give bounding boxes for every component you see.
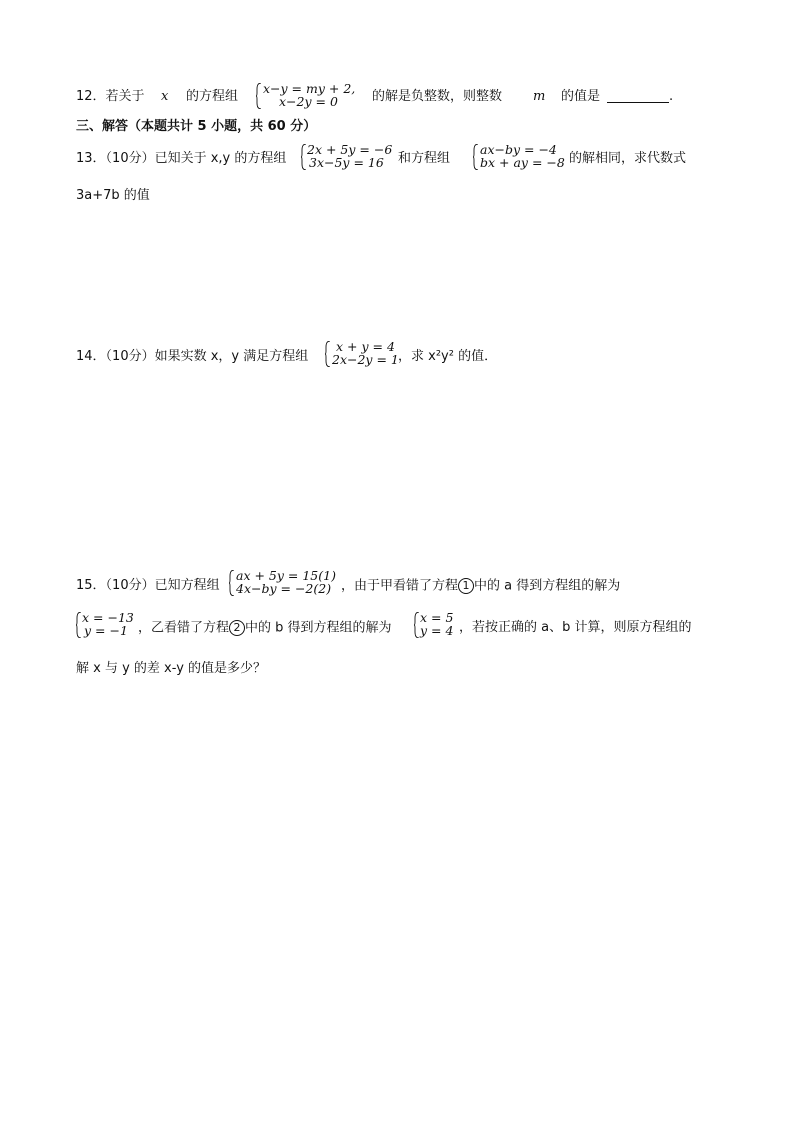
q12-eq1: x−y = my + 2,: [263, 81, 356, 96]
q15-eq2: 4x−by = −2(2): [236, 581, 332, 596]
brace-icon: [473, 144, 478, 170]
q13-eq4: bx + ay = −8: [480, 155, 565, 170]
q15-text-d: 中的 b 得到方程组的解为: [245, 620, 392, 636]
circled-two-icon: 2: [229, 620, 245, 636]
brace-icon: [325, 341, 330, 367]
q12-var-m: m: [533, 89, 546, 104]
q13-eq2: 3x−5y = 16: [309, 155, 384, 170]
q15-equation-system: [236, 569, 346, 597]
q15-eq1: ax + 5y = 15(1): [236, 568, 336, 583]
brace-icon: [301, 144, 306, 170]
q15-solution-2: [420, 611, 464, 639]
q14-eq2: 2x−2y = 1: [332, 352, 399, 367]
brace-icon: [256, 83, 261, 109]
q12-number: 12．若关于: [76, 89, 145, 104]
q13-eq1: 2x + 5y = −6: [307, 142, 393, 157]
q13-number: 13．（10分）已知关于 x,y 的方程组: [76, 151, 287, 166]
q15-sol2-y: y = 4: [420, 623, 454, 638]
q14-text: ，求 x²y² 的值．: [398, 349, 498, 364]
brace-icon: [76, 612, 81, 638]
q15-text-2: [138, 620, 392, 637]
q13-equation-system-1: [307, 143, 397, 171]
q13-text: 和方程组: [398, 151, 451, 166]
q15-sol2-x: x = 5: [420, 610, 454, 625]
q13-equation-system-2: [480, 143, 570, 171]
q15-line-3: 解 x 与 y 的差 x-y 的值是多少？: [76, 661, 267, 676]
q14-number: 14．（10分）如果实数 x，y 满足方程组: [76, 349, 309, 364]
q15-sol1-y: y = −1: [84, 623, 128, 638]
q14-eq1: x + y = 4: [336, 339, 395, 354]
brace-icon: [414, 612, 419, 638]
q12-equation-system: [263, 82, 363, 110]
q15-number: 15．（10分）已知方程组: [76, 578, 220, 593]
q15-text-b: 中的 a 得到方程组的解为: [474, 578, 621, 594]
q12-text-3: 的值是: [561, 89, 601, 104]
q12-eq2: x−2y = 0: [279, 94, 338, 109]
answer-blank: [607, 88, 669, 103]
q12-text-2: 的解是负整数，则整数: [372, 89, 503, 104]
q12-var-x: x: [161, 89, 169, 104]
brace-icon: [229, 570, 234, 596]
q15-solution-1: [82, 611, 142, 639]
q14-equation-system: [332, 340, 402, 368]
q12-period: .: [669, 89, 674, 104]
q15-text-a: ，由于甲看错了方程: [341, 578, 459, 594]
q15-text: [341, 578, 620, 595]
q15-text-c: ，乙看错了方程: [138, 620, 230, 636]
q13-line-2: 3a+7b 的值: [76, 188, 150, 203]
q15-sol1-x: x = −13: [82, 610, 134, 625]
q12-text: 的方程组: [186, 89, 239, 104]
section-heading: 三、解答（本题共计 5 小题，共 60 分）: [76, 119, 317, 134]
q13-text-2: 的解相同，求代数式: [569, 151, 687, 166]
circled-one-icon: 1: [458, 578, 474, 594]
q15-text-3: ，若按正确的 a、b 计算，则原方程组的: [459, 620, 692, 635]
q13-eq3: ax−by = −4: [480, 142, 557, 157]
